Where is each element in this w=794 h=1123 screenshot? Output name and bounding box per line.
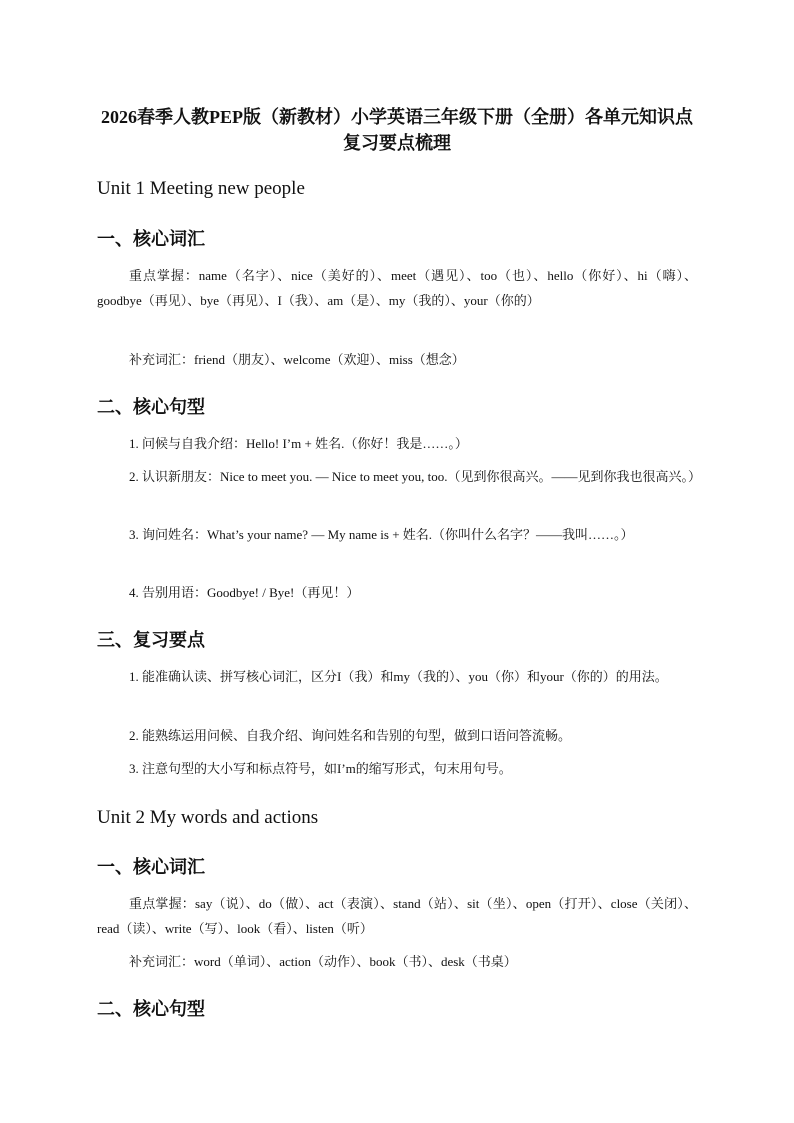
unit-1-sentences-heading: 二、核心句型 (97, 397, 205, 418)
unit-1-sentence-item: 4. 告别用语：Goodbye! / Bye!（再见！） (129, 585, 360, 600)
unit-1-sentence-item: 3. 询问姓名：What’s your name? — My name is + 姓名.（你叫什么名字？——我叫……。） (129, 527, 634, 542)
unit-2-heading: Unit 2 My words and actions (97, 807, 319, 828)
unit-1-vocab-extra: 补充词汇：friend（朋友）、welcome（欢迎）、miss（想念） (129, 352, 465, 367)
document-title: 2026春季人教PEP版（新教材）小学英语三年级下册（全册）各单元知识点复习要点梳理 (101, 107, 693, 153)
unit-1-review-heading: 三、复习要点 (97, 630, 205, 651)
unit-2-vocab-extra: 补充词汇：word（单词）、action（动作）、book（书）、desk（书桌） (129, 954, 517, 969)
unit-2-vocab-key: 重点掌握：say（说）、do（做）、act（表演）、stand（站）、sit（坐）、open（打开）、close（关闭）、read（读）、write（写）、look（看）、listen（听） (97, 896, 697, 936)
unit-1-sentence-item: 1. 问候与自我介绍：Hello! I’m + 姓名.（你好！我是……。） (129, 436, 468, 451)
unit-1-review-item: 3. 注意句型的大小写和标点符号，如I’m的缩写形式，句末用句号。 (129, 761, 512, 776)
unit-1-heading: Unit 1 Meeting new people (97, 178, 305, 199)
unit-2-sentences-heading: 二、核心句型 (97, 999, 205, 1020)
unit-1-sentence-item: 2. 认识新朋友：Nice to meet you. — Nice to meet you, too.（见到你很高兴。——见到你我也很高兴。） (129, 469, 701, 484)
unit-1-review-item: 2. 能熟练运用问候、自我介绍、询问姓名和告别的句型，做到口语问答流畅。 (129, 728, 572, 743)
unit-2-vocab-heading: 一、核心词汇 (97, 857, 205, 878)
unit-1-review-item: 1. 能准确认读、拼写核心词汇，区分I（我）和my（我的）、you（你）和your（你的）的用法。 (129, 669, 668, 684)
unit-1-vocab-heading: 一、核心词汇 (97, 229, 205, 250)
unit-1-vocab-key: 重点掌握：name（名字）、nice（美好的）、meet（遇见）、too（也）、hello（你好）、hi（嗨）、goodbye（再见）、bye（再见）、I（我）、am（是）、my（我的）、your（你的） (97, 268, 697, 308)
